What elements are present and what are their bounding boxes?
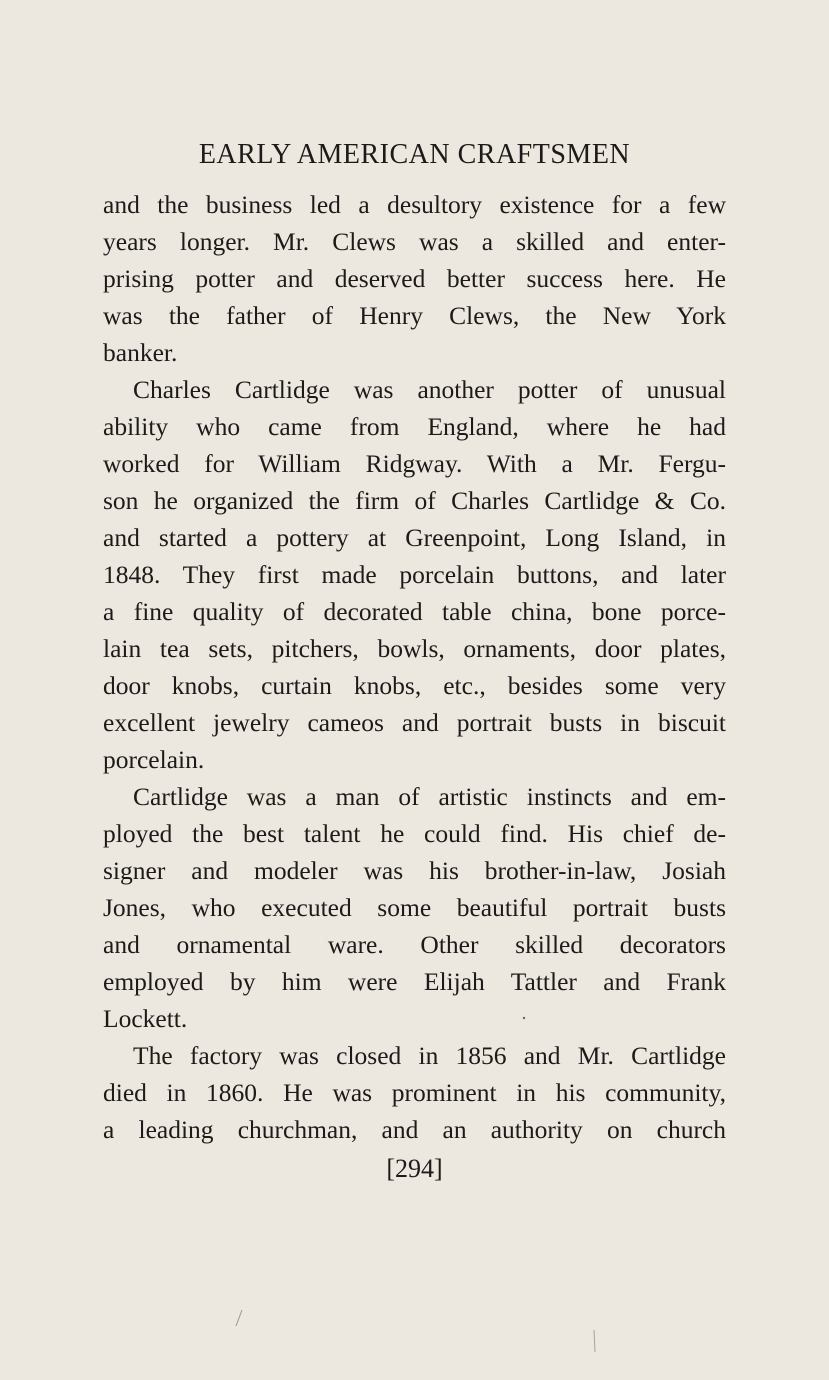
text-line: Cartlidge was a man of artistic instincts and em- [133,782,726,811]
running-head: EARLY AMERICAN CRAFTSMEN [198,139,631,170]
text-line: signer and modeler was his brother-in-law, Josiah [103,856,726,885]
text-line: ployed the best talent he could find. His chief de- [103,819,726,848]
page-number: [294] [386,1154,443,1183]
text-line: door knobs, curtain knobs, etc., besides some very [103,671,726,700]
text-line: Charles Cartlidge was another potter of unusual [133,375,726,404]
text-line: a leading churchman, and an authority on church [103,1115,726,1144]
text-line: a fine quality of decorated table china, bone porce- [103,597,726,626]
paragraph-3 [103,778,726,1037]
paragraph-4 [103,1037,726,1148]
text-line: was the father of Henry Clews, the New York [103,301,726,330]
body-text [103,186,726,1148]
text-line: and the business led a desultory existence for a few [103,190,726,219]
paragraph-2 [103,371,726,778]
text-line: porcelain. [103,745,205,774]
text-line: lain tea sets, pitchers, bowls, ornaments, door plates, [103,634,726,663]
text-line: employed by him were Elijah Tattler and Frank [103,967,726,996]
text-line: 1848. They first made porcelain buttons, and later [103,560,726,589]
text-line: died in 1860. He was prominent in his community, [103,1078,726,1107]
text-line: Jones, who executed some beautiful portrait busts [103,893,726,922]
text-line: years longer. Mr. Clews was a skilled and enter- [103,227,726,256]
text-line: Lockett. [103,1004,188,1033]
text-line: son he organized the firm of Charles Cartlidge & Co. [103,486,726,515]
text-line: ability who came from England, where he had [103,412,726,441]
text-line: and ornamental ware. Other skilled decorators [103,930,726,959]
text-line: banker. [103,338,178,367]
text-line: and started a pottery at Greenpoint, Long Island, in [103,523,726,552]
text-line: The factory was closed in 1856 and Mr. Cartlidge [133,1041,726,1070]
text-line: excellent jewelry cameos and portrait busts in biscuit [103,708,726,737]
text-line: prising potter and deserved better success here. He [103,264,726,293]
text-line: worked for William Ridgway. With a Mr. Fergu- [103,449,726,478]
paragraph-1 [103,186,726,371]
